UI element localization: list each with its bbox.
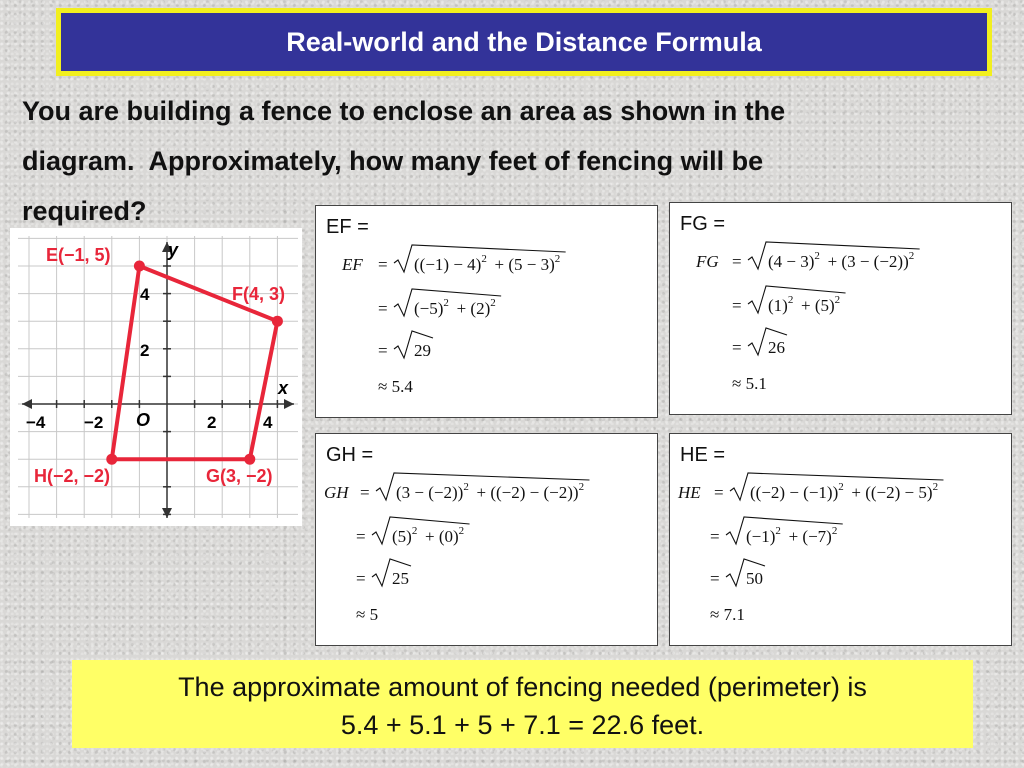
answer-line-2: 5.4 + 5.1 + 5 + 7.1 = 22.6 feet. [340, 710, 705, 740]
calc-box-he [669, 433, 1012, 646]
calc-line3-gh: 25 [392, 569, 409, 588]
calc-box-ef [315, 205, 658, 418]
point-label-E: E(−1, 5) [46, 245, 111, 265]
question-line-3: required? [22, 196, 147, 226]
calc-svg-he [670, 434, 1013, 647]
calc-box-fg [669, 202, 1012, 415]
calc-line2-gh: $(5)^2 + (0)^2$ [392, 525, 465, 546]
y-tick-4: 4 [140, 285, 150, 304]
calc-line1-ef: $((-1) - 4)^2 + (5 - 3)^2$ [414, 253, 561, 274]
calc-label-fg: FG = [680, 213, 726, 235]
calc-result-he: ≈ 7.1 [710, 605, 745, 624]
question-line-2: diagram. Approximately, how many feet of fencing will be [22, 146, 764, 176]
calc-line3-ef: 29 [414, 341, 431, 360]
coordinate-graph [10, 228, 302, 526]
x-tick-4: 4 [263, 413, 273, 432]
calc-eq2-he: = [710, 527, 720, 546]
point-E [134, 261, 145, 272]
calc-var-he: HE [678, 483, 701, 502]
calc-result-ef: ≈ 5.4 [378, 377, 413, 396]
calc-eq-he: = [714, 483, 724, 502]
calc-eq2-fg: = [732, 296, 742, 315]
calc-label-he: HE = [680, 444, 726, 466]
calc-line2-he: $(-1)^2 + (-7)^2$ [746, 525, 838, 546]
point-label-G: G(3, −2) [206, 466, 273, 486]
calc-line3-fg: 26 [768, 338, 785, 357]
calc-eq3-fg: = [732, 338, 742, 357]
graph-svg [10, 228, 302, 526]
x-tick-neg4: −4 [26, 413, 46, 432]
origin-label: O [136, 410, 151, 430]
y-axis-label: y [168, 240, 179, 260]
calc-line1-he: $((-2) - (-1))^2 + ((-2) - 5)^2$ [750, 481, 939, 502]
answer-box [72, 660, 973, 748]
y-axis-arrow-down [162, 508, 172, 518]
calc-box-gh [315, 433, 658, 646]
answer-line-1: The approximate amount of fencing needed (perimeter) is [178, 672, 867, 702]
calc-eq2-gh: = [356, 527, 366, 546]
calc-eq3-gh: = [356, 569, 366, 588]
calc-svg-fg [670, 203, 1013, 416]
calc-eq-fg: = [732, 252, 742, 271]
calc-line3-he: 50 [746, 569, 763, 588]
calc-label-ef: EF = [326, 216, 369, 238]
calc-line1-gh: $(3 - (-2))^2 + ((-2) - (-2))^2$ [396, 481, 585, 502]
x-axis-arrow-left [22, 399, 32, 409]
calc-var-gh: GH [324, 483, 349, 502]
point-G [244, 454, 255, 465]
calc-eq3-he: = [710, 569, 720, 588]
calc-svg-gh [316, 434, 659, 647]
calc-result-fg: ≈ 5.1 [732, 374, 767, 393]
calc-result-gh: ≈ 5 [356, 605, 379, 624]
title-bar [56, 8, 992, 76]
calc-line2-ef: $(-5)^2 + (2)^2$ [414, 297, 496, 318]
calc-eq-gh: = [360, 483, 370, 502]
question-line-1: You are building a fence to enclose an area as shown in the [22, 96, 786, 126]
calc-svg-ef [316, 206, 659, 419]
calc-label-gh: GH = [326, 444, 374, 466]
calc-eq2-ef: = [378, 299, 388, 318]
x-axis-label: x [278, 378, 289, 398]
point-label-F: F(4, 3) [232, 284, 286, 304]
x-axis-arrow [284, 399, 294, 409]
calc-eq3-ef: = [378, 341, 388, 360]
calc-line2-fg: $(1)^2 + (5)^2$ [768, 294, 841, 315]
point-H [106, 454, 117, 465]
calc-var-ef: EF [342, 255, 363, 274]
x-tick-neg2: −2 [84, 413, 104, 432]
x-tick-2: 2 [207, 413, 217, 432]
slide-title: Real-world and the Distance Formula [286, 26, 762, 57]
calc-var-fg: FG [696, 252, 719, 271]
calc-eq-ef: = [378, 255, 388, 274]
y-tick-2: 2 [140, 341, 150, 360]
calc-line1-fg: $(4 - 3)^2 + (3 - (-2))^2$ [768, 250, 915, 271]
point-F [272, 316, 283, 327]
point-label-H: H(−2, −2) [34, 466, 111, 486]
